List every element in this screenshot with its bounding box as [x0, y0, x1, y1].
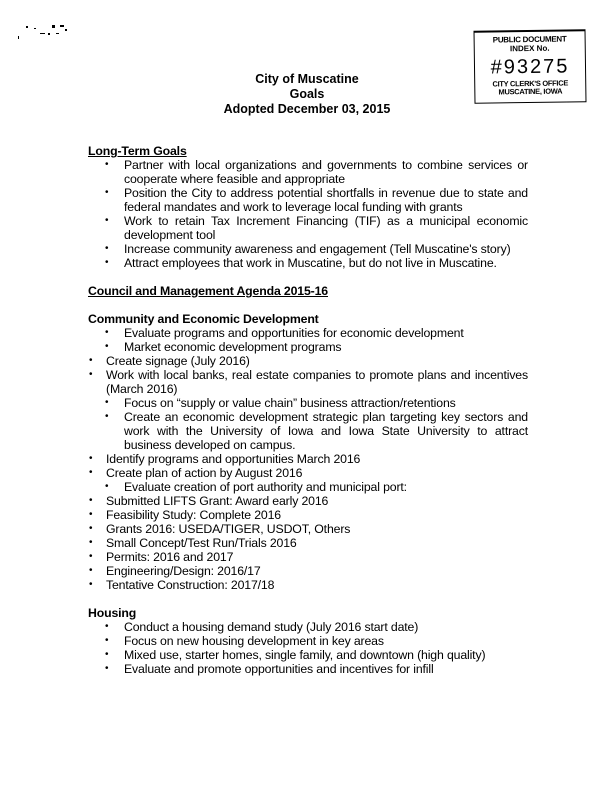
list-item: • Increase community awareness and engagement (Tell Muscatine's story) [88, 242, 528, 256]
stamp-index-no: INDEX No. [509, 43, 550, 54]
document-header [0, 72, 614, 117]
stamp-public-document: PUBLIC DOCUMENT [492, 34, 567, 45]
marketing-sublist [88, 354, 528, 396]
sub-list-item: • Identify programs and opportunities March 2016 [88, 452, 528, 466]
list-item-text: Evaluate programs and opportunities for economic development [124, 326, 464, 340]
port-authority-sublist [88, 494, 528, 592]
list-item-text: Market economic development programs [124, 340, 342, 354]
sub-list-item: • Submitted LIFTS Grant: Award early 2016 [88, 494, 528, 508]
housing-list [88, 620, 528, 676]
community-econ-list [88, 326, 528, 354]
strategic-plan-sublist [88, 452, 528, 480]
stamp-index-number: #93275 [490, 55, 570, 79]
org-name: City of Muscatine [255, 72, 359, 86]
community-econ-heading: Community and Economic Development [88, 312, 319, 326]
list-item [88, 480, 528, 494]
sub-list-item: • Create signage (July 2016) [88, 354, 528, 368]
sub-list-item: • Permits: 2016 and 2017 [88, 550, 528, 564]
list-item [88, 396, 528, 410]
list-item: • Conduct a housing demand study (July 2016 start date) [88, 620, 528, 634]
list-item: • Evaluate and promote opportunities and incentives for infill [88, 662, 528, 676]
housing-heading: Housing [88, 606, 137, 620]
sub-list-item: • Small Concept/Test Run/Trials 2016 [88, 536, 528, 550]
list-item-text: Evaluate creation of port authority and municipal port: [124, 480, 407, 494]
adopted-date: Adopted December 03, 2015 [223, 102, 391, 116]
sub-list-item: • Grants 2016: USEDA/TIGER, USDOT, Others [88, 522, 528, 536]
list-item: • Attract employees that work in Muscatine, but do not live in Muscatine. [88, 256, 528, 270]
sub-list-item: • Work with local banks, real estate companies to promote plans and incentives (March 2016) [88, 368, 528, 396]
stamp-city-clerk: CITY CLERK'S OFFICE [492, 78, 569, 89]
sub-list-item: • Feasibility Study: Complete 2016 [88, 508, 528, 522]
list-item: • Mixed use, starter homes, single family, and downtown (high quality) [88, 648, 528, 662]
long-term-goals-heading: Long-Term Goals [88, 144, 187, 158]
stamp-location: MUSCATINE, IOWA [498, 86, 563, 97]
list-item-text: Create an economic development strategic plan targeting key sectors and work with the University of Iowa and Iowa State University to attract business developed on campus. [124, 410, 528, 452]
list-item [88, 340, 528, 354]
list-item: • Work to retain Tax Increment Financing (TIF) as a municipal economic development tool [88, 214, 528, 242]
list-item [88, 410, 528, 452]
long-term-goals-list [88, 158, 528, 270]
community-econ-list-cont [88, 396, 528, 452]
list-item [88, 326, 528, 340]
community-econ-list-cont2 [88, 480, 528, 494]
list-item: • Position the City to address potential shortfalls in revenue due to state and federal mandates and work to leverage local funding with grants [88, 186, 528, 214]
document-body [88, 144, 528, 676]
sub-list-item: • Tentative Construction: 2017/18 [88, 578, 528, 592]
list-item-text: Focus on “supply or value chain” business attraction/retentions [124, 396, 456, 410]
sub-list-item: • Create plan of action by August 2016 [88, 466, 528, 480]
document-title: Goals [289, 87, 325, 101]
list-item: • Focus on new housing development in key areas [88, 634, 528, 648]
agenda-heading: Council and Management Agenda 2015-16 [88, 284, 328, 298]
scan-artifact-marks [16, 22, 71, 42]
sub-list-item: • Engineering/Design: 2016/17 [88, 564, 528, 578]
list-item: • Partner with local organizations and governments to combine services or cooperate where feasible and appropriate [88, 158, 528, 186]
